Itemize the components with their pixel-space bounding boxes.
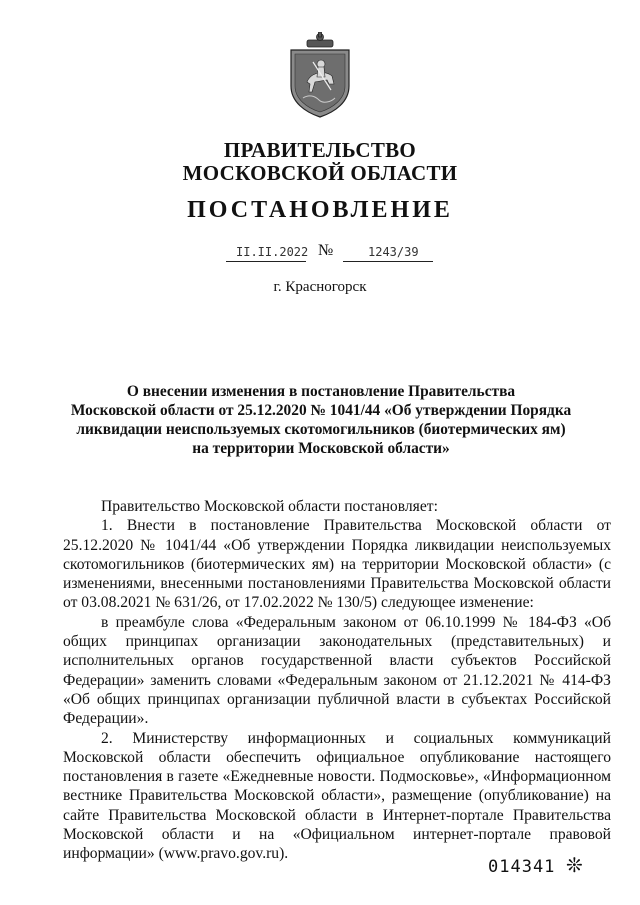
org-name-line1: ПРАВИТЕЛЬСТВО <box>223 138 417 162</box>
serial-number: 014341 <box>488 857 556 877</box>
coat-of-arms-icon <box>285 32 355 118</box>
number-sign: № <box>318 242 334 259</box>
body-paragraph-1: 1. Внести в постановление Правительства Московской области от 25.12.2020 № 1041/44 «Об утверждении Порядка ликвидации неиспользуемых скотомогильников (биотермических ям) на территории Московской области» (с изменениями, внесенными постановлениями Правительства Московской области от 03.08.2021 № 631/26, от 17.02.2022 № 130/5) следующее изменение: <box>63 517 611 612</box>
snowflake-icon: ❊ <box>566 855 583 877</box>
subject-line: О внесении изменения в постановление Правительства <box>126 383 516 400</box>
subject-line: ликвидации неиспользуемых скотомогильников (биотермических ям) <box>76 421 566 438</box>
document-subject <box>66 382 576 458</box>
number-underline <box>343 261 433 262</box>
city: г. Красногорск <box>273 279 367 295</box>
body-intro: Правительство Московской области постановляет: <box>101 498 438 515</box>
date-underline <box>226 261 306 262</box>
document-type: ПОСТАНОВЛЕНИЕ <box>187 197 453 223</box>
body-paragraph-3: 2. Министерству информационных и социальных коммуникаций Московской области обеспечить официальное опубликование настоящего постановления в газете «Ежедневные новости. Подмосковье», «Информационном вестнике Правительства Московской области», размещение (опубликование) на сайте Правительства Московской области в Интернет-портале Правительства Московской области и на «Официальном интернет-портале правовой информации» (www.pravo.gov.ru). <box>63 729 611 863</box>
body-paragraph-2: в преамбуле слова «Федеральным законом от 06.10.1999 № 184-ФЗ «Об общих принципах организации законодательных (представительных) и исполнительных органов государственной власти субъектов Российской Федерации» заменить словами «Федеральным законом от 21.12.2021 № 414-ФЗ «Об общих принципах организации публичной власти в субъектах Российской Федерации». <box>63 613 611 728</box>
org-name-line2: МОСКОВСКОЙ ОБЛАСТИ <box>182 161 458 185</box>
subject-line: на территории Московской области» <box>192 440 450 457</box>
document-body <box>63 497 611 864</box>
document-date: II.II.2022 <box>236 245 309 259</box>
document-number: 1243/39 <box>368 245 419 259</box>
subject-line: Московской области от 25.12.2020 № 1041/44 «Об утверждении Порядка <box>70 402 572 419</box>
